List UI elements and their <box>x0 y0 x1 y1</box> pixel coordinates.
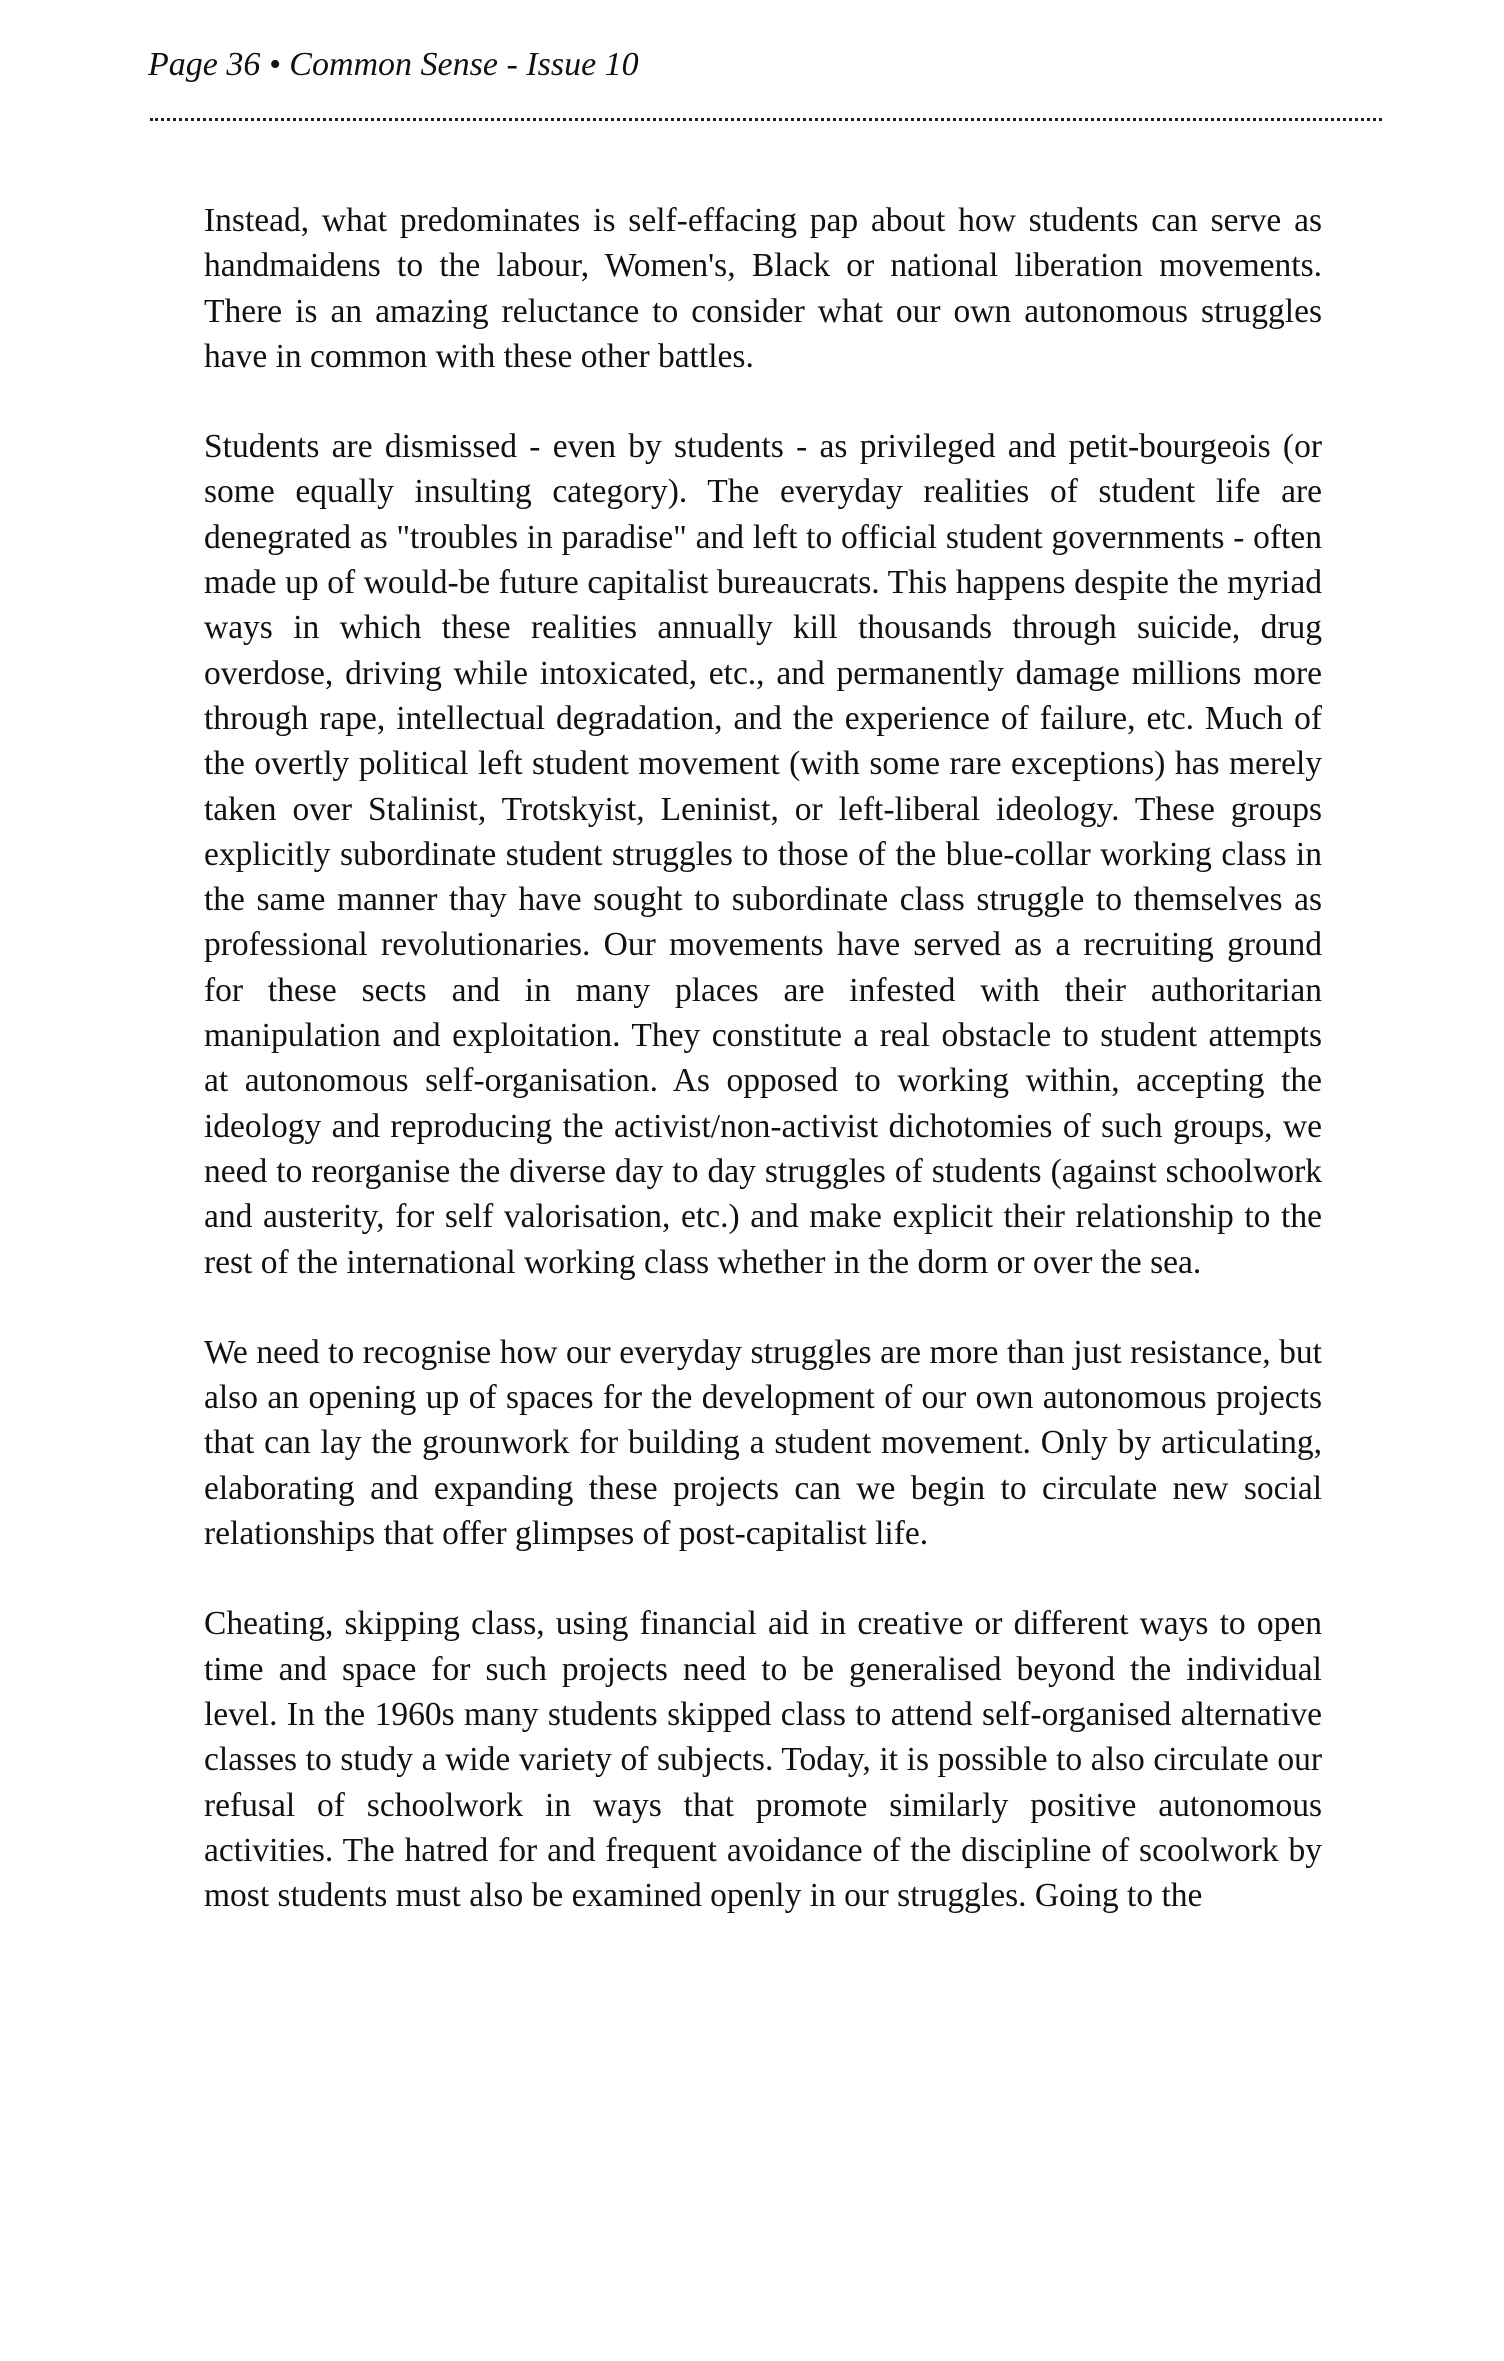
paragraph: Cheating, skipping class, using financial aid in creative or different ways to open time and space for such projects need to be generalised beyond the individual level. In the 1960s many students skipped class to attend self-organised alternative classes to study a wide variety of subjects. Today, it is possible to also circulate our refusal of schoolwork in ways that promote similarly positive autonomous activities. The hatred for and frequent avoidance of the discipline of scoolwork by most students must also be examined openly in our struggles. Going to the <box>204 1605 1322 1915</box>
paragraph: Instead, what predominates is self-effacing pap about how students can serve as handmaidens to the labour, Women's, Black or national liberation movements. There is an amazing reluctance to consider what our own autonomous struggles have in common with these other battles. <box>204 202 1322 375</box>
article-body <box>204 198 1322 1963</box>
paragraph: We need to recognise how our everyday struggles are more than just resistance, but also an opening up of spaces for the development of our own autonomous projects that can lay the grounwork for building a student movement. Only by articulating, elaborating and expanding these projects can we begin to circulate new social relationships that offer glimpses of post-capitalist life. <box>204 1333 1322 1553</box>
running-head: Page 36 • Common Sense - Issue 10 <box>148 46 639 83</box>
header-dotted-rule <box>150 118 1382 121</box>
paragraph: Students are dismissed - even by students - as privileged and petit-bourgeois (or some equally insulting category). The everyday realities of student life are denegrated as "troubles in paradise" and left to official student governments - often made up of would-be future capitalist bureaucrats. This happens despite the myriad ways in which these realities annually kill thousands through suicide, drug overdose, driving while intoxicated, etc., and permanently damage millions more through rape, intellectual degradation, and the experience of failure, etc. Much of the overtly political left student movement (with some rare exceptions) has merely taken over Stalinist, Trotskyist, Leninist, or left-liberal ideology. These groups explicitly subordinate student struggles to those of the blue-collar working class in the same manner thay have sought to subordinate class struggle to themselves as professional revolutionaries. Our movements have served as a recruiting ground for these sects and in many places are infested with their authoritarian manipulation and exploitation. They constitute a real obstacle to student attempts at autonomous self-organisation. As opposed to working within, accepting the ideology and reproducing the activist/non-activist dichotomies of such groups, we need to reorganise the diverse day to day struggles of students (against schoolwork and austerity, for self valorisation, etc.) and make explicit their relationship to the rest of the international working class whether in the dorm or over the sea. <box>204 428 1322 1281</box>
